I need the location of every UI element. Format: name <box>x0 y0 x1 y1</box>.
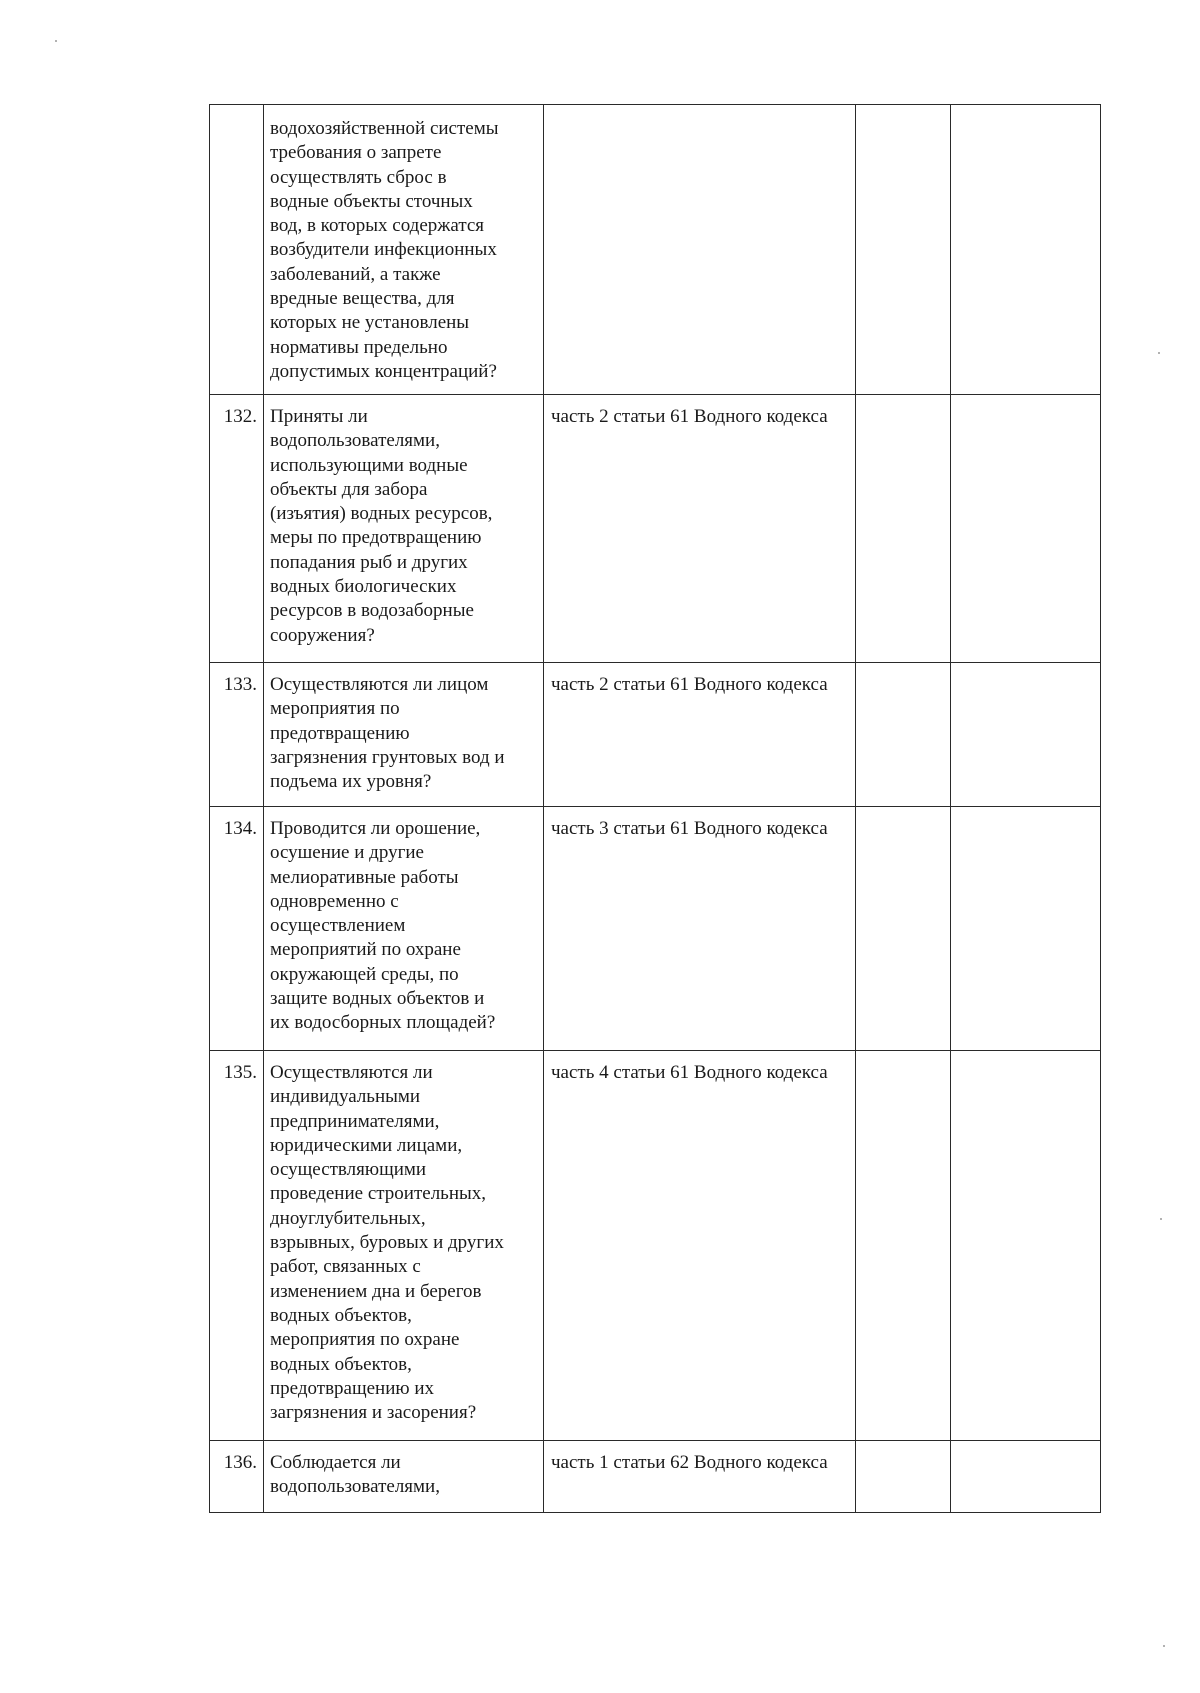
row-number: 134. <box>210 807 264 1051</box>
note-cell <box>951 395 1101 663</box>
question-line: проведение строительных, <box>270 1183 487 1205</box>
answer-cell <box>856 663 951 807</box>
checklist-row <box>210 1441 1101 1513</box>
question-line: сооружения? <box>270 624 375 646</box>
question-line: осушение и другие <box>270 842 424 864</box>
question-line: предпринимателями, <box>270 1110 440 1132</box>
question-line: предотвращению <box>270 722 410 744</box>
legal-reference: часть 3 статьи 61 Водного кодекса <box>544 807 856 1051</box>
legal-reference: часть 4 статьи 61 Водного кодекса <box>544 1051 856 1441</box>
legal-reference: часть 2 статьи 61 Водного кодекса <box>544 395 856 663</box>
answer-cell <box>856 807 951 1051</box>
requirement-question <box>264 807 544 1051</box>
requirement-question <box>264 395 544 663</box>
question-line: одновременно с <box>270 890 399 912</box>
question-line: водопользователями, <box>270 430 440 452</box>
question-line: вредные вещества, для <box>270 288 455 310</box>
question-line: водопользователями, <box>270 1476 440 1498</box>
question-line: загрязнения и засорения? <box>270 1402 477 1424</box>
answer-cell <box>856 1441 951 1513</box>
note-cell <box>951 663 1101 807</box>
question-line: окружающей среды, по <box>270 963 459 985</box>
question-line: заболеваний, а также <box>270 263 441 285</box>
checklist-table <box>209 104 1101 1513</box>
scan-speck <box>55 40 57 42</box>
question-line: юридическими лицами, <box>270 1134 463 1156</box>
checklist-row <box>210 105 1101 395</box>
question-line: Приняты ли <box>270 406 368 427</box>
row-number: 136. <box>210 1441 264 1513</box>
scan-speck <box>1158 352 1160 354</box>
scan-speck <box>1160 1218 1162 1220</box>
question-line: предотвращению их <box>270 1377 434 1399</box>
question-line: попадания рыб и других <box>270 551 468 573</box>
checklist-body <box>210 105 1101 1513</box>
question-line: допустимых концентраций? <box>270 360 497 382</box>
legal-reference: часть 1 статьи 62 Водного кодекса <box>544 1441 856 1513</box>
row-number: 135. <box>210 1051 264 1441</box>
row-number: 133. <box>210 663 264 807</box>
requirement-question <box>264 1441 544 1513</box>
question-line: которых не установлены <box>270 312 470 334</box>
question-line: вод, в которых содержатся <box>270 215 485 237</box>
question-line: подъема их уровня? <box>270 771 432 793</box>
question-line: использующими водные <box>270 454 468 476</box>
question-line: работ, связанных с <box>270 1256 421 1278</box>
question-line: изменением дна и берегов <box>270 1280 482 1302</box>
question-line: защите водных объектов и <box>270 988 485 1010</box>
question-line: дноуглубительных, <box>270 1207 426 1229</box>
answer-cell <box>856 1051 951 1441</box>
scan-speck <box>1163 1645 1165 1647</box>
checklist-row <box>210 1051 1101 1441</box>
question-line: водохозяйственной системы <box>270 118 499 139</box>
question-line: осуществляющими <box>270 1159 427 1181</box>
question-line: требования о запрете <box>270 142 442 164</box>
requirement-question <box>264 105 544 395</box>
question-line: Соблюдается ли <box>270 1452 401 1473</box>
legal-reference <box>544 105 856 395</box>
question-line: осуществлять сброс в <box>270 166 447 188</box>
question-line: водных объектов, <box>270 1353 412 1375</box>
answer-cell <box>856 105 951 395</box>
question-line: мероприятия по <box>270 698 400 720</box>
question-line: (изъятия) водных ресурсов, <box>270 503 493 525</box>
row-number: 132. <box>210 395 264 663</box>
checklist-row <box>210 807 1101 1051</box>
question-line: мелиоративные работы <box>270 866 459 888</box>
note-cell <box>951 1441 1101 1513</box>
question-line: возбудители инфекционных <box>270 239 497 261</box>
question-line: нормативы предельно <box>270 336 448 358</box>
question-line: Осуществляются ли лицом <box>270 674 489 695</box>
legal-reference: часть 2 статьи 61 Водного кодекса <box>544 663 856 807</box>
answer-cell <box>856 395 951 663</box>
note-cell <box>951 1051 1101 1441</box>
question-line: мероприятия по охране <box>270 1329 460 1351</box>
question-line: индивидуальными <box>270 1086 421 1108</box>
question-line: Осуществляются ли <box>270 1062 433 1083</box>
question-line: водные объекты сточных <box>270 190 473 212</box>
checklist-row <box>210 663 1101 807</box>
question-line: меры по предотвращению <box>270 527 482 549</box>
question-line: осуществлением <box>270 915 406 937</box>
question-line: водных биологических <box>270 576 457 598</box>
question-line: Проводится ли орошение, <box>270 818 481 839</box>
requirement-question <box>264 663 544 807</box>
question-line: взрывных, буровых и других <box>270 1232 504 1254</box>
question-line: объекты для забора <box>270 478 428 500</box>
question-line: ресурсов в водозаборные <box>270 600 474 622</box>
row-number <box>210 105 264 395</box>
note-cell <box>951 105 1101 395</box>
question-line: мероприятий по охране <box>270 939 461 961</box>
note-cell <box>951 807 1101 1051</box>
question-line: их водосборных площадей? <box>270 1012 496 1034</box>
checklist-row <box>210 395 1101 663</box>
requirement-question <box>264 1051 544 1441</box>
question-line: загрязнения грунтовых вод и <box>270 746 505 768</box>
question-line: водных объектов, <box>270 1304 412 1326</box>
